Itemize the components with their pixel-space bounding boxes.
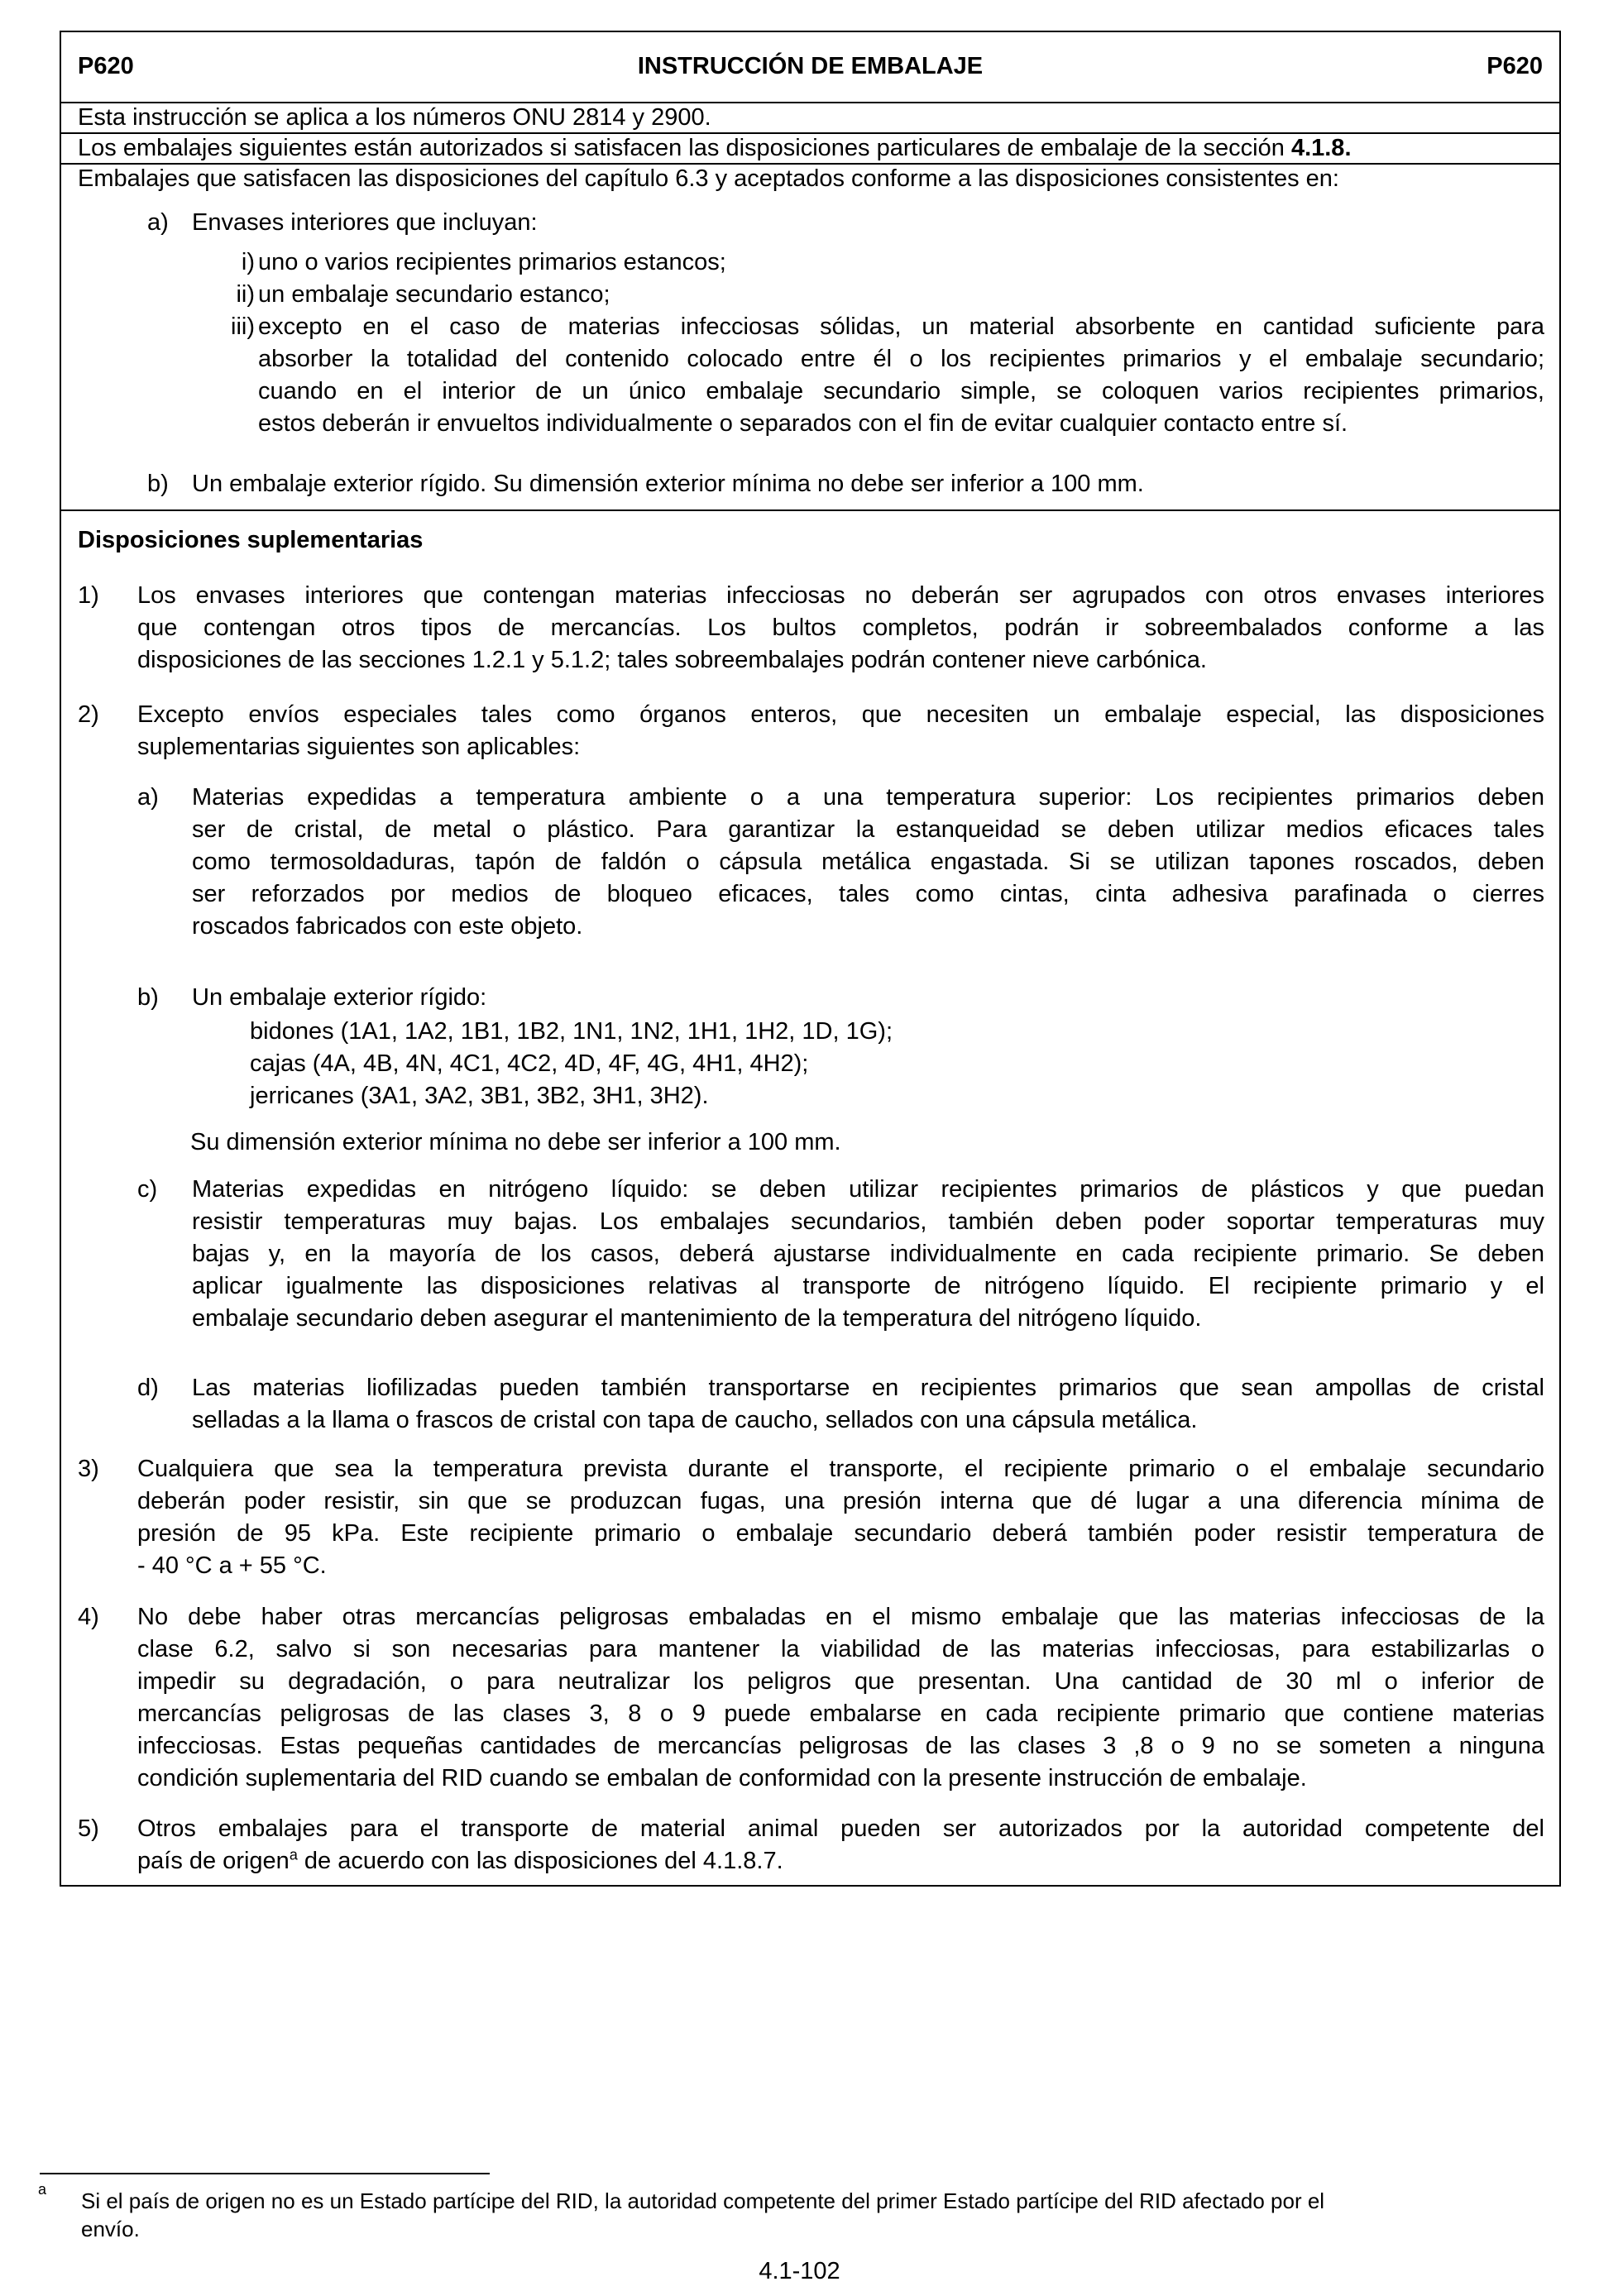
footnote-text: Si el país de origen no es un Estado partícipe del RID, la autoridad competente del primer Estado partícipe del RID afectado por el envío.	[81, 2188, 1325, 2241]
packing-instruction-table	[60, 31, 1561, 1887]
p2a-text: Materias expedidas a temperatura ambiente o a una temperatura superior: Los recipientes primarios deben ser de cristal, de metal o plástico. Para garantizar la estanqueidad se deben utilizar medios eficaces tales como termosoldaduras, tapón de faldón o cápsula metálica engastada. Si se utilizan tapones roscados, deben ser reforzados por medios de bloqueo eficaces, tales como cintas, cinta adhesiva parafinada o cierres roscados fabricados con este objeto.	[192, 784, 1544, 940]
p2-text: Excepto envíos especiales tales como órganos enteros, que necesiten un embalaje especial, las disposiciones suplementarias siguientes son aplicables:	[137, 701, 1544, 760]
header-right-code: P620	[1486, 53, 1543, 79]
footnote-marker: a	[38, 2181, 47, 2198]
item-a-text: Envases interiores que incluyan:	[192, 209, 538, 236]
sub-iii-marker: iii)	[231, 313, 255, 340]
packagings-intro: Embalajes que satisfacen las disposiciones del capítulo 6.3 y aceptados conforme a las disposiciones consistentes en:	[78, 165, 1339, 192]
sub-i-text: uno o varios recipientes primarios estancos;	[258, 249, 726, 275]
footnote-rule	[40, 2173, 490, 2174]
p2b-list-item: jerricanes (3A1, 3A2, 3B1, 3B2, 3H1, 3H2).	[250, 1083, 709, 1109]
p2c-marker: c)	[137, 1176, 158, 1203]
p2b-list-item: cajas (4A, 4B, 4N, 4C1, 4C2, 4D, 4F, 4G, 4H1, 4H2);	[250, 1050, 809, 1077]
p3-text: Cualquiera que sea la temperatura prevista durante el transporte, el recipiente primario o el embalaje secundario deberán poder resistir, sin que se produzcan fugas, una presión interna que dé lugar a una diferencia mínima de presión de 95 kPa. Este recipiente primario o embalaje secundario deberá también poder resistir temperatura de - 40 °C a + 55 °C.	[137, 1456, 1544, 1579]
item-a-marker: a)	[147, 209, 169, 236]
p2b-text: Un embalaje exterior rígido:	[192, 984, 487, 1011]
p5-marker: 5)	[78, 1815, 99, 1842]
p1-marker: 1)	[78, 582, 99, 609]
supp-heading: Disposiciones suplementarias	[78, 527, 424, 553]
authorized-text: Los embalajes siguientes están autorizados si satisfacen las disposiciones particulares de embalaje de la sección 4.1.8.	[78, 135, 1352, 161]
p2b-marker: b)	[137, 984, 159, 1011]
p4-text: No debe haber otras mercancías peligrosas embaladas en el mismo embalaje que las materias infecciosas de la clase 6.2, salvo si son necesarias para mantener la viabilidad de las materias infecciosas, para estabilizarlas o impedir su degradación, o para neutralizar los peligros que presentan. Una cantidad de 30 ml o inferior de mercancías peligrosas de las clases 3, 8 o 9 puede embalarse en cada recipiente primario que contiene materias infecciosas. Estas pequeñas cantidades de mercancías peligrosas de las clases 3 ,8 o 9 no se someten a ninguna condición suplementaria del RID cuando se embalan de conformidad con la presente instrucción de embalaje.	[137, 1604, 1544, 1791]
header-title: INSTRUCCIÓN DE EMBALAJE	[637, 53, 984, 79]
p5-text: Otros embalajes para el transporte de material animal pueden ser autorizados por la autoridad competente del país de origen$^a$ de acuerdo con las disposiciones del 4.1.8.7.	[137, 1815, 1544, 1874]
page-number: 4.1-102	[759, 2258, 840, 2284]
sub-i-marker: i)	[241, 249, 255, 275]
p2-marker: 2)	[78, 701, 99, 728]
item-b-marker: b)	[147, 471, 169, 497]
sub-iii-text: excepto en el caso de materias infecciosas sólidas, un material absorbente en cantidad suficiente para absorber la totalidad del contenido colocado entre él o los recipientes primarios y el embalaje secundario; cuando en el interior de un único embalaje secundario simple, se coloquen varios recipientes primarios, estos deberán ir envueltos individualmente o separados con el fin de evitar cualquier contacto entre sí.	[258, 313, 1544, 437]
header-left-code: P620	[78, 53, 134, 79]
p1-text: Los envases interiores que contengan materias infecciosas no deberán ser agrupados con otros envases interiores que contengan otros tipos de mercancías. Los bultos completos, podrán ir sobreembalados conforme a las disposiciones de las secciones 1.2.1 y 5.1.2; tales sobreembalajes podrán contener nieve carbónica.	[137, 582, 1544, 673]
p2c-text: Materias expedidas en nitrógeno líquido: se deben utilizar recipientes primarios de plásticos y que puedan resistir temperaturas muy bajas. Los embalajes secundarios, también deben poder soportar temperaturas muy bajas y, en la mayoría de los casos, deberá ajustarse individualmente en cada recipiente primario. Se deben aplicar igualmente las disposiciones relativas al transporte de nitrógeno líquido. El recipiente primario y el embalaje secundario deben asegurar el mantenimiento de la temperatura del nitrógeno líquido.	[192, 1176, 1544, 1332]
p2d-text: Las materias liofilizadas pueden también transportarse en recipientes primarios que sean ampollas de cristal selladas a la llama o frascos de cristal con tapa de caucho, sellados con una cápsula metálica.	[192, 1375, 1544, 1433]
p2b-list-item: bidones (1A1, 1A2, 1B1, 1B2, 1N1, 1N2, 1H1, 1H2, 1D, 1G);	[250, 1018, 893, 1045]
applies-text: Esta instrucción se aplica a los números ONU 2814 y 2900.	[78, 104, 711, 131]
divider	[61, 509, 1559, 511]
p2a-marker: a)	[137, 784, 159, 811]
sub-ii-text: un embalaje secundario estanco;	[258, 281, 610, 308]
p4-marker: 4)	[78, 1604, 99, 1630]
p2d-marker: d)	[137, 1375, 159, 1401]
p3-marker: 3)	[78, 1456, 99, 1482]
sub-ii-marker: ii)	[236, 281, 255, 308]
p2b-note: Su dimensión exterior mínima no debe ser inferior a 100 mm.	[190, 1129, 841, 1155]
item-b-text: Un embalaje exterior rígido. Su dimensión exterior mínima no debe ser inferior a 100 mm.	[192, 471, 1144, 497]
